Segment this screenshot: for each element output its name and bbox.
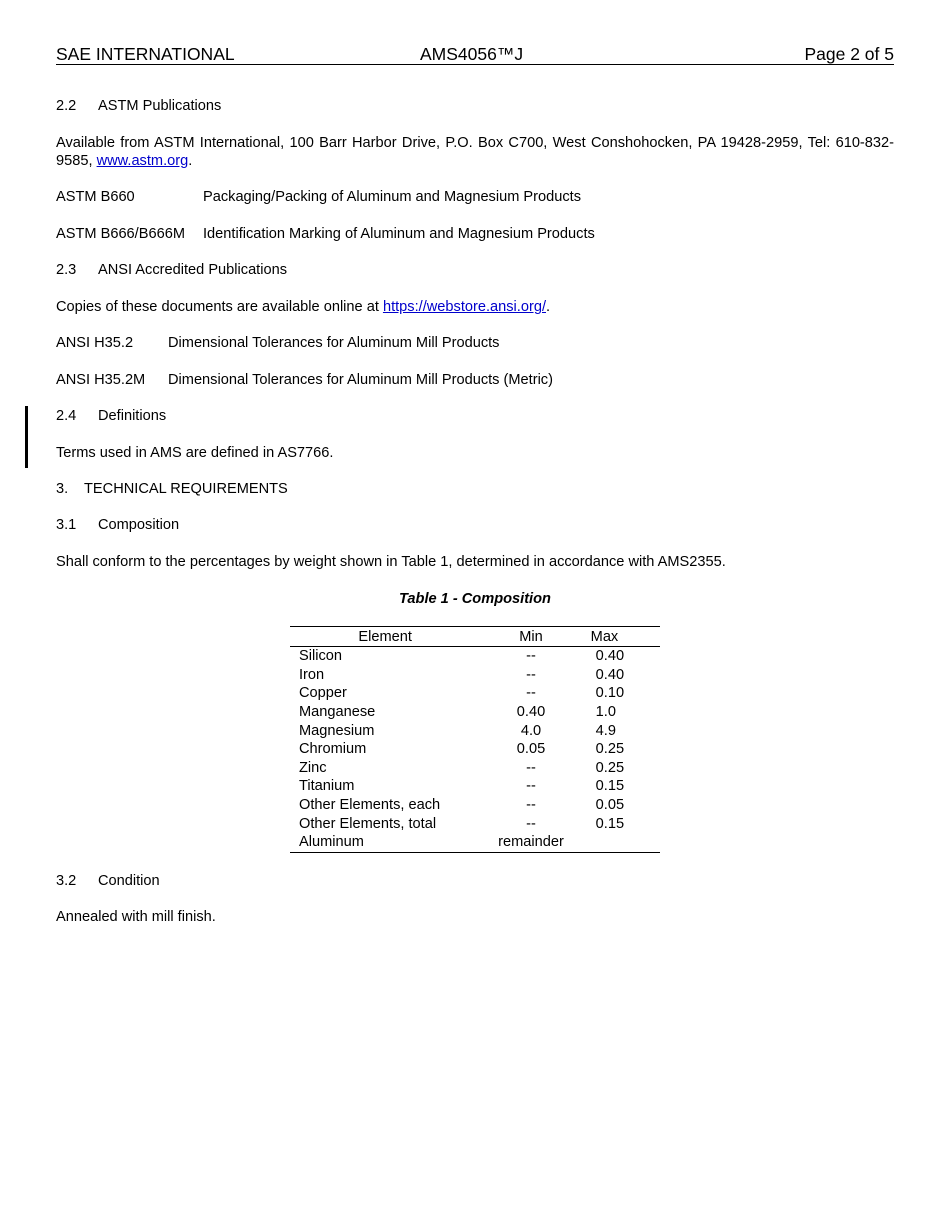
section-number: 3.2 <box>56 873 77 889</box>
reference-row <box>56 225 595 243</box>
revision-change-bar <box>25 406 28 468</box>
cell-max: 0.25 <box>595 741 625 758</box>
table-row <box>290 833 660 852</box>
paragraph-text: Copies of these documents are available online at <box>56 299 383 315</box>
reference-code: ASTM B666/B666M <box>56 226 185 242</box>
table-header-row <box>290 627 660 647</box>
ansi-availability-paragraph <box>56 298 550 316</box>
astm-availability-paragraph <box>56 134 894 170</box>
section-number: 2.3 <box>56 262 77 278</box>
section-title: ASTM Publications <box>98 98 222 114</box>
page-header <box>56 44 894 65</box>
definitions-paragraph: Terms used in AMS are defined in AS7766. <box>56 445 334 461</box>
cell-element: Copper <box>299 685 347 702</box>
cell-max: 0.40 <box>595 666 625 683</box>
section-number: 2.2 <box>56 98 77 114</box>
cell-element: Other Elements, total <box>299 815 437 832</box>
cell-element: Zinc <box>299 759 327 776</box>
header-organization: SAE INTERNATIONAL <box>56 44 235 64</box>
cell-element: Iron <box>299 666 325 683</box>
table-row <box>290 814 660 833</box>
cell-max: 1.0 <box>595 704 616 721</box>
column-header-max: Max <box>582 627 660 647</box>
table-row <box>290 759 660 778</box>
section-heading-2-3 <box>56 261 287 279</box>
cell-min: -- <box>526 759 536 776</box>
reference-title: Identification Marking of Aluminum and Magnesium Products <box>203 226 595 242</box>
table-row <box>290 703 660 722</box>
reference-title: Dimensional Tolerances for Aluminum Mill Products (Metric) <box>168 372 553 388</box>
section-title: Definitions <box>98 408 167 424</box>
table-row <box>290 666 660 685</box>
cell-max: 0.15 <box>595 815 625 832</box>
column-header-min: Min <box>480 627 581 647</box>
cell-min: -- <box>526 648 536 665</box>
cell-max: 0.10 <box>595 685 625 702</box>
section-number: 3. <box>56 481 69 497</box>
section-number: 2.4 <box>56 408 77 424</box>
cell-min: 4.0 <box>520 722 542 739</box>
cell-max: 0.15 <box>595 778 625 795</box>
composition-table <box>290 626 660 853</box>
cell-min: 0.05 <box>516 741 546 758</box>
table-row <box>290 684 660 703</box>
reference-title: Dimensional Tolerances for Aluminum Mill Products <box>168 335 500 351</box>
section-heading-3-2 <box>56 872 160 890</box>
section-title: TECHNICAL REQUIREMENTS <box>84 481 288 497</box>
cell-max: 0.40 <box>595 648 625 665</box>
reference-row <box>56 188 581 206</box>
cell-element: Other Elements, each <box>299 797 441 814</box>
cell-element: Silicon <box>299 648 342 665</box>
composition-paragraph: Shall conform to the percentages by weight shown in Table 1, determined in accordance with AMS2355. <box>56 554 726 570</box>
condition-paragraph: Annealed with mill finish. <box>56 909 216 925</box>
section-number: 3.1 <box>56 517 77 533</box>
section-title: Condition <box>98 873 160 889</box>
reference-row <box>56 371 553 389</box>
cell-min: -- <box>526 778 536 795</box>
cell-max: 4.9 <box>595 722 616 739</box>
column-header-element: Element <box>290 627 480 647</box>
section-title: ANSI Accredited Publications <box>98 262 288 278</box>
cell-min: -- <box>526 797 536 814</box>
reference-code: ANSI H35.2 <box>56 335 134 351</box>
paragraph-end: . <box>188 153 193 169</box>
reference-row <box>56 334 499 352</box>
section-heading-2-2 <box>56 97 221 115</box>
cell-element: Aluminum <box>290 833 480 852</box>
cell-max <box>582 833 660 852</box>
astm-website-link[interactable]: www.astm.org <box>96 153 189 169</box>
reference-code: ANSI H35.2M <box>56 372 146 388</box>
table-caption: Table 1 - Composition <box>399 591 551 607</box>
cell-max: 0.05 <box>595 797 625 814</box>
cell-min: -- <box>526 666 536 683</box>
table-row <box>290 721 660 740</box>
cell-element: Magnesium <box>299 722 375 739</box>
cell-min: remainder <box>480 833 581 852</box>
paragraph-end: . <box>546 299 551 315</box>
table-row <box>290 740 660 759</box>
section-heading-3 <box>56 480 288 498</box>
section-title: Composition <box>98 517 180 533</box>
cell-element: Manganese <box>299 704 376 721</box>
section-heading-2-4 <box>56 407 166 425</box>
table-row <box>290 777 660 796</box>
table-row <box>290 647 660 666</box>
cell-min: 0.40 <box>516 704 546 721</box>
paragraph-text: Available from ASTM International, 100 Barr Harbor Drive, P.O. Box C700, West Conshohocken, PA 19428-2959, Tel: 610-832-9585, <box>56 135 894 169</box>
reference-code: ASTM B660 <box>56 189 135 205</box>
cell-element: Chromium <box>299 741 367 758</box>
ansi-webstore-link[interactable]: https://webstore.ansi.org/ <box>382 299 546 315</box>
section-heading-3-1 <box>56 516 179 534</box>
table-row <box>290 796 660 815</box>
cell-max: 0.25 <box>595 759 625 776</box>
cell-min: -- <box>526 685 536 702</box>
reference-title: Packaging/Packing of Aluminum and Magnesium Products <box>203 189 582 205</box>
cell-min: -- <box>526 815 536 832</box>
header-document-number: AMS4056™J <box>420 44 524 64</box>
header-page-number: Page 2 of 5 <box>804 44 894 64</box>
cell-element: Titanium <box>299 778 355 795</box>
